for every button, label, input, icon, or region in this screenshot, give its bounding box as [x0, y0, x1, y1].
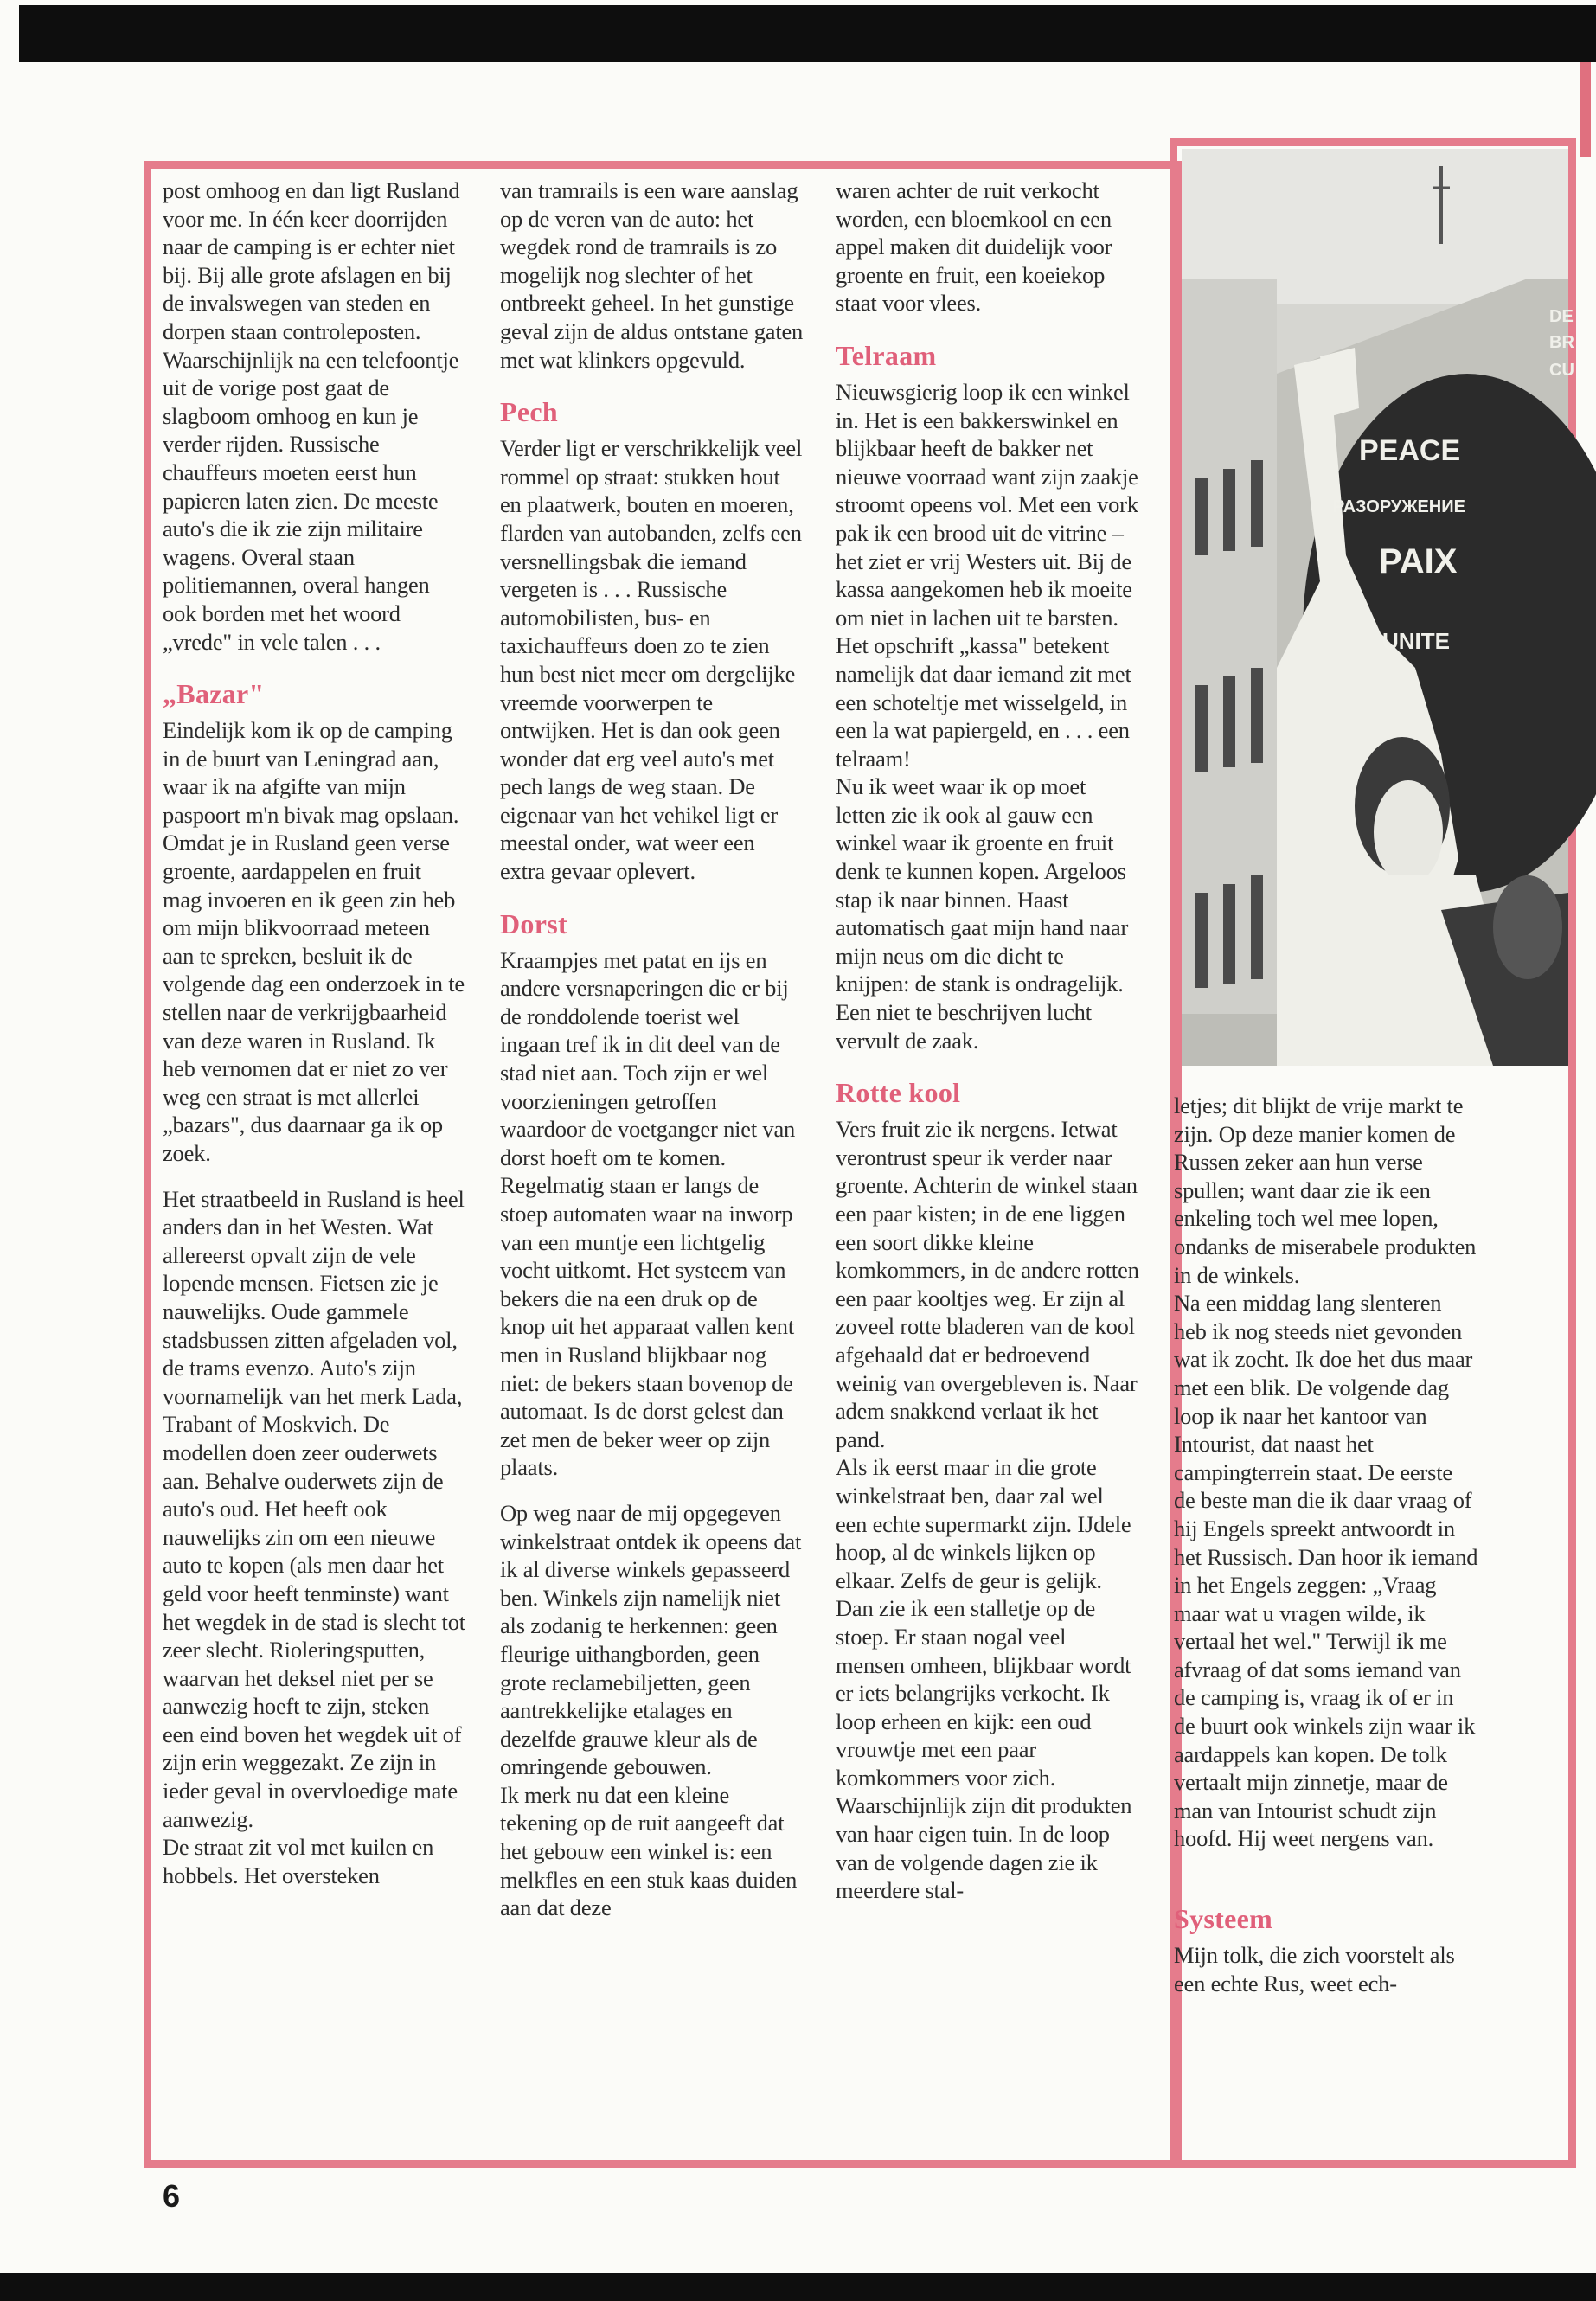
col3-paragraph-5: Als ik eerst maar in die grote winkelstraat ben, daar zal wel een echte supermarkt zijn. IJdele hoop, al de winkels lijken op elkaar. Zelfs de geur is gelijk. Dan zie ik een stalletje op de stoep. Er staan nogal veel mensen omheen, blijkbaar wordt er iets belangrijks verkocht. Ik loop erheen en kijk: een oud vrouwtje met een paar komkommers voor zich. Waarschijnlijk zijn dit produkten van haar eigen tuin. In de loop van de volgende dagen zie ik meerdere stal- [836, 1454, 1132, 1904]
edge-word-2: BR [1549, 333, 1574, 352]
col2-paragraph-5: Ik merk nu dat een kleine tekening op de ruit aangeeft dat het gebouw een winkel is: een melkfles en een stuk kaas duiden aan dat deze [500, 1781, 798, 1921]
text-column-4 [1174, 1092, 1478, 1997]
text-column-2 [500, 176, 804, 1922]
col2-paragraph-1: van tramrails is een ware aanslag op de veren van de auto: het wegdek rond de tramrails is zo mogelijk nog slechter of het ontbreekt geheel. In het gunstige geval zijn de aldus ontstane gaten met wat klinkers opgevuld. [500, 177, 804, 373]
page-number: 6 [163, 2178, 181, 2214]
edge-word-3: CU [1549, 361, 1574, 380]
col4-paragraph-1: letjes; dit blijkt de vrije markt te zijn. Op deze manier komen de Russen zeker aan hun verse spullen; want daar zie ik een enkeling toch wel mee lopen, ondanks de miserabele produkten in de winkels. [1174, 1093, 1477, 1288]
col2-paragraph-4: Op weg naar de mij opgegeven winkelstraat ontdek ik opeens dat ik al diverse winkels gepasseerd ben. Winkels zijn namelijk niet als zodanig te herkennen: geen fleurige uithangborden, geen grote reclamebiljetten, geen aantrekkelijke etalages en dezelfde grauwe kleur als de omringende gebouwen. [500, 1499, 802, 1780]
poster-word-unite: UNITE [1382, 628, 1450, 654]
text-column-1 [163, 176, 465, 1889]
edge-word-1: DE [1549, 307, 1574, 326]
poster-word-paix: PAIX [1379, 542, 1458, 580]
col1-paragraph-4: De straat zit vol met kuilen en hobbels. Het oversteken [163, 1834, 434, 1888]
heading-systeem: Systeem [1174, 1903, 1273, 1935]
col3-paragraph-1: waren achter de ruit verkocht worden, een bloemkool en een appel maken dit duidelijk voor groente en fruit, een koeiekop staat voor vlees. [836, 177, 1112, 317]
col3-paragraph-3: Nu ik weet waar ik op moet letten zie ik ook al gauw een winkel waar ik groente en fruit denk te kunnen kopen. Argeloos stap ik naar binnen. Haast automatisch gaat mijn hand naar mijn neus om die dicht te knijpen: de stank is ondragelijk. Een niet te beschrijven lucht vervult de zaak. [836, 773, 1129, 1054]
col1-paragraph-3: Het straatbeeld in Rusland is heel anders dan in het Westen. Wat allereerst opvalt zijn de vele lopende mensen. Fietsen zie je nauwelijks. Oude gammele stadsbussen zitten afgeladen vol, de trams evenzo. Auto's zijn voornamelijk van het merk Lada, Trabant of Moskvich. De modellen doen zeer ouderwets aan. Behalve ouderwets zijn de auto's oud. Het heeft ook nauwelijks zin om een nieuwe auto te kopen (als men daar het geld voor heeft tenminste) want het wegdek in de stad is slecht tot zeer slecht. Rioleringsputten, waarvan het deksel niet per se aanwezig hoeft te zijn, steken een eind boven het wegdek uit of zijn erin weggezakt. Ze zijn in ieder geval in overvloedige mate aanwezig. [163, 1185, 465, 1832]
heading-dorst: Dorst [500, 907, 567, 939]
col4-paragraph-2: Na een middag lang slenteren heb ik nog steeds niet gevonden wat ik zocht. Ik doe het dus maar met een blik. De volgende dag loop ik naar het kantoor van Intourist, dat naast het campingterrein staat. De eerste de beste man die ik daar vraag of hij Engels spreekt antwoordt in het Russisch. Dan hoor ik iemand in het Engels zeggen: „Vraag maar wat u vragen wilde, ik vertaal het wel." Terwijl ik me afvraag of dat soms iemand van de camping is, vraag ik of er in de buurt ook winkels zijn waar ik aardappels kan kopen. De tolk vertaalt mijn zinnetje, maar de man van Intourist schudt zijn hoofd. Hij weet nergens van. [1174, 1290, 1478, 1852]
heading-rotte-kool: Rotte kool [836, 1077, 961, 1109]
col1-paragraph-2: Eindelijk kom ik op de camping in de buurt van Leningrad aan, waar ik na afgifte van mijn paspoort m'n bivak mag opslaan. Omdat je in Rusland geen verse groente, aardappelen en fruit mag invoeren en ik geen zin heb om mijn blikvoorraad meteen aan te spreken, besluit ik de volgende dag een onderzoek in te stellen naar de verkrijgbaarheid van deze waren in Rusland. Ik heb vernomen dat er niet zo ver weg een straat is met allerlei „bazars", dus daarnaar ga ik op zoek. [163, 717, 465, 1166]
col2-paragraph-2: Verder ligt er verschrikkelijk veel rommel op straat: stukken hout en plaatwerk, bouten en moeren, flarden van autobanden, zelfs een versnellingsbak die iemand vergeten is . . . Russische automobilisten, bus- en taxichauffeurs doen zo te zien hun best niet meer om dergelijke vreemde voorwerpen te ontwijken. Het is dan ook geen wonder dat erg veel auto's met pech langs de weg staan. De eigenaar van het vehikel ligt er meestal onder, wat weer een extra gevaar oplevert. [500, 435, 803, 885]
mural-illustration [1182, 149, 1574, 1066]
heading-bazar: „Bazar" [163, 678, 265, 710]
col3-paragraph-2: Nieuwsgierig loop ik een winkel in. Het is een bakkerswinkel en blijkbaar heeft de bakker net nieuwe voorraad want zijn zaakje stroomt opeens vol. Met een vork pak ik een brood uit de vitrine – het ziet er vrij Westers uit. Bij de kassa aangekomen heb ik moeite om niet in lachen uit te barsten. Het opschrift „kassa" betekent namelijk dat daar iemand zit met een schoteltje met wisselgeld, in een la wat papiergeld, en . . . een telraam! [836, 378, 1138, 772]
col3-paragraph-4: Vers fruit zie ik nergens. Ietwat verontrust speur ik verder naar groente. Achterin de winkel staan een paar kisten; in de ene liggen een soort dikke kleine komkommers, in de andere rotten een paar kooltjes weg. Er zijn al zoveel rotte bladeren van de kool afgehaald dat er bedroevend weinig van overgebleven is. Naar adem snakkend verlaat ik het pand. [836, 1116, 1139, 1452]
top-black-bar [19, 5, 1596, 62]
col1-paragraph-1: post omhoog en dan ligt Rusland voor me. In één keer doorrijden naar de camping is er echter niet bij. Bij alle grote afslagen en bij de invalswegen van steden en dorpen staan controleposten. Waarschijnlijk na een telefoontje uit de vorige post gaat de slagboom omhoog en kun je verder rijden. Russische chauffeurs moeten eerst hun papieren laten zien. De meeste auto's die ik zie zijn militaire wagens. Overal staan politiemannen, overal hangen ook borden met het woord „vrede" in vele talen . . . [163, 177, 460, 655]
bottom-black-bar [0, 2273, 1596, 2301]
col4-paragraph-3: Mijn tolk, die zich voorstelt als een echte Rus, weet ech- [1174, 1942, 1455, 1997]
mural-photo [1182, 149, 1574, 1066]
text-column-3 [836, 176, 1140, 1905]
poster-word-peace: PEACE [1359, 434, 1461, 467]
poster-word-razoruzhenie: РАЗОРУЖЕНИЕ [1333, 497, 1465, 516]
heading-pech: Pech [500, 396, 558, 428]
col2-paragraph-3: Kraampjes met patat en ijs en andere versnaperingen die er bij de ronddolende toerist wel ingaan tref ik in dit deel van de stad niet aan. Toch zijn er wel voorzieningen getroffen waardoor de voetganger niet van dorst hoeft om te komen. Regelmatig staan er langs de stoep automaten waar na inworp van een muntje een lichtgelig vocht uitkomt. Het systeem van bekers die na een druk op de knop uit het apparaat vallen kent men in Rusland blijkbaar nog niet: de bekers staan bovenop de automaat. Is de dorst gelest dan zet men de beker weer op zijn plaats. [500, 946, 796, 1481]
heading-telraam: Telraam [836, 339, 937, 371]
right-edge-accent [1580, 62, 1591, 157]
